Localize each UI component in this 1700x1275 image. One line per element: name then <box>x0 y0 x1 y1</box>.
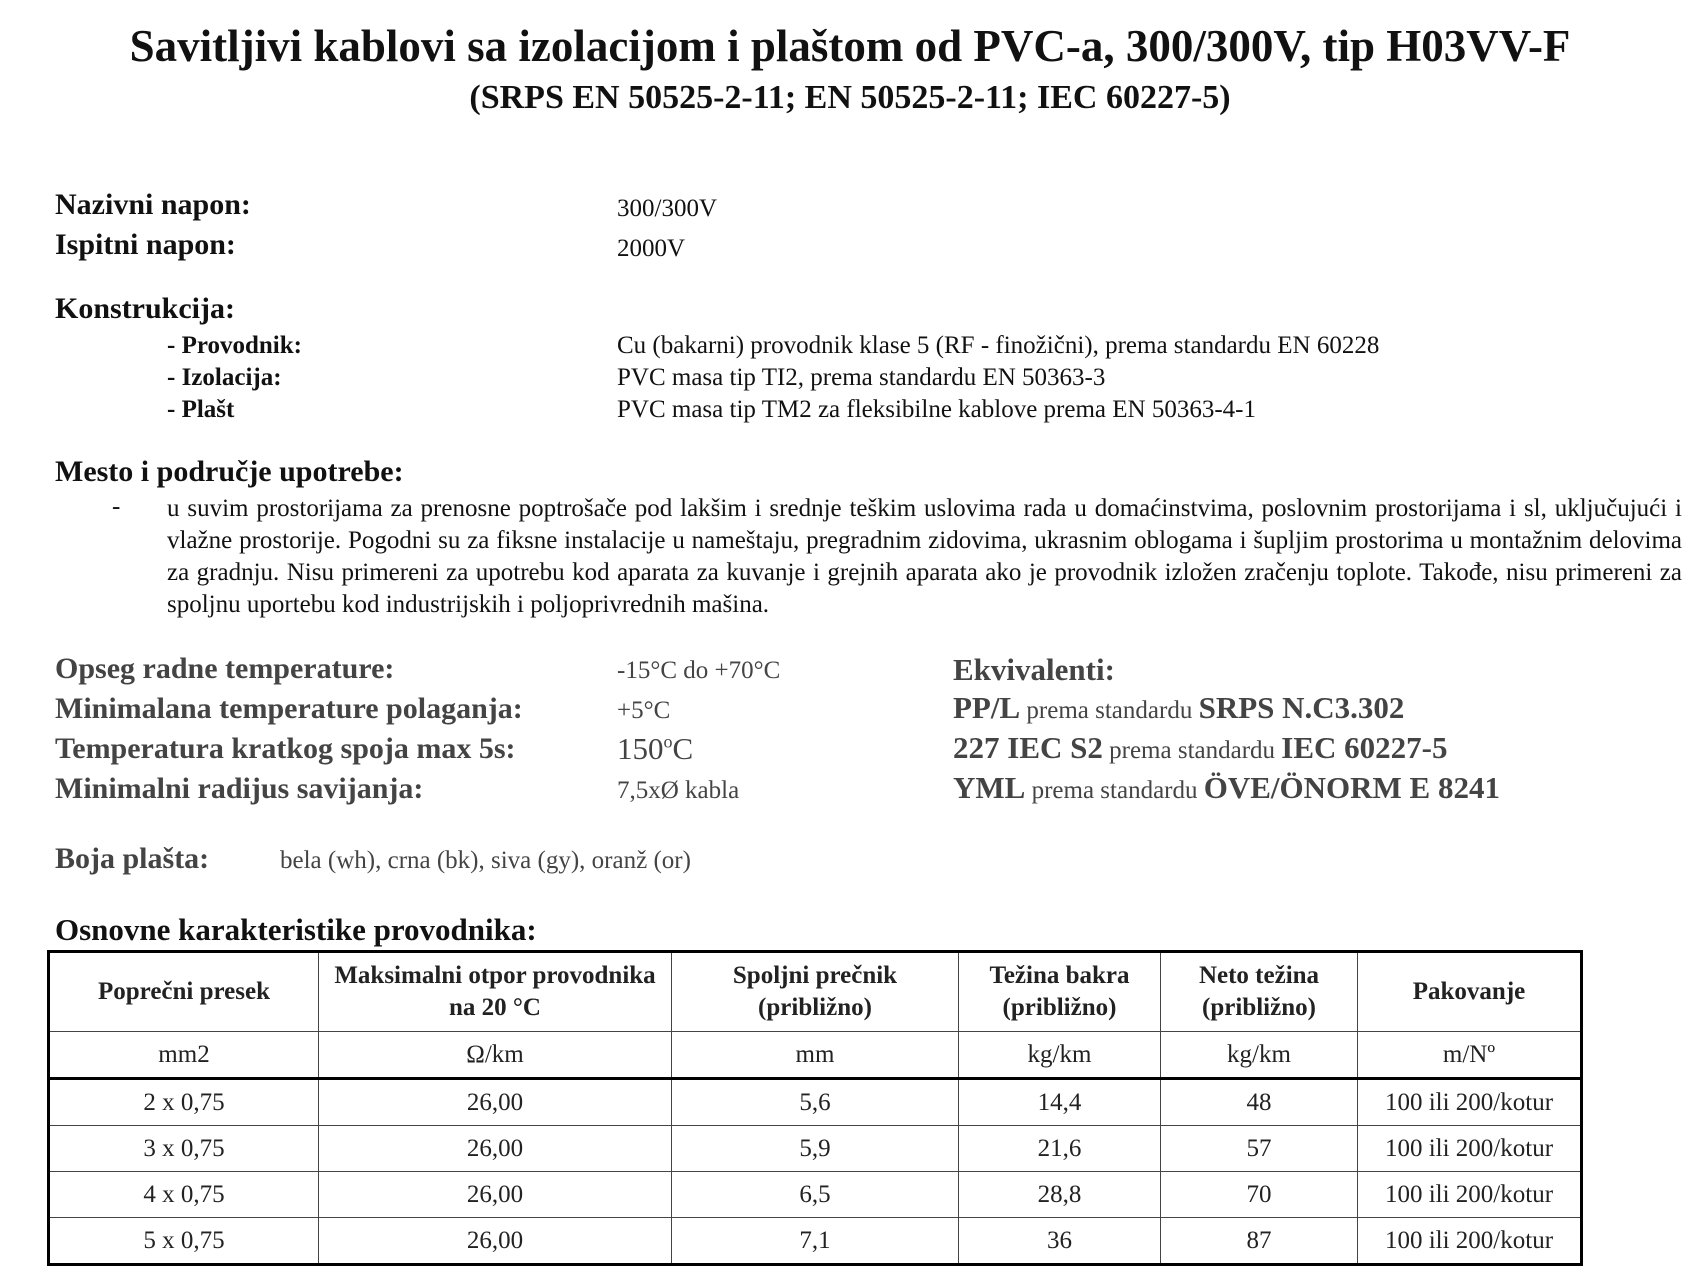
table-row <box>49 1172 1582 1218</box>
usage-bullet: - <box>112 493 121 520</box>
document-title: Savitljivi kablovi sa izolacijom i plaštom od PVC-a, 300/300V, tip H03VV-F <box>129 21 1571 71</box>
table-cell: 5,6 <box>672 1079 959 1126</box>
min-laying-temp-value: +5°C <box>617 697 671 724</box>
equivalent-standard: IEC 60227-5 <box>1281 730 1448 765</box>
table-cell: 100 ili 200/kotur <box>1358 1218 1582 1265</box>
column-header: Težina bakra (približno) <box>959 952 1161 1032</box>
equivalent-middle: prema standardu <box>1025 777 1204 804</box>
degree-symbol: o <box>663 731 673 752</box>
construction-sheath-label: - Plašt <box>167 396 235 423</box>
table-cell: 5,9 <box>672 1126 959 1172</box>
construction-conductor-value: Cu (bakarni) provodnik klase 5 (RF - finožični), prema standardu EN 60228 <box>617 332 1380 359</box>
table-cell: 4 x 0,75 <box>49 1172 319 1218</box>
sheath-color-label: Boja plašta: <box>55 842 210 875</box>
table-row <box>49 1218 1582 1265</box>
table-units-row <box>49 1032 1582 1079</box>
equivalent-type: YML <box>953 770 1026 805</box>
equivalent-standard: ÖVE/ÖNORM E 8241 <box>1203 770 1500 805</box>
table-cell: 100 ili 200/kotur <box>1358 1126 1582 1172</box>
column-header: Pakovanje <box>1358 952 1582 1032</box>
table-cell: 14,4 <box>959 1079 1161 1126</box>
table-row <box>49 1079 1582 1126</box>
short-circuit-temp-value <box>617 731 693 767</box>
table-cell: 5 x 0,75 <box>49 1218 319 1265</box>
column-header: Spoljni prečnik (približno) <box>672 952 959 1032</box>
equivalent-item <box>953 730 1447 766</box>
operating-temp-value: -15°C do +70°C <box>617 657 781 684</box>
construction-insulation-value: PVC masa tip TI2, prema standardu EN 50363-3 <box>617 364 1106 391</box>
equivalent-type: PP/L <box>953 690 1021 725</box>
table-row <box>49 1126 1582 1172</box>
short-circuit-temp-label: Temperatura kratkog spoja max 5s: <box>55 732 516 765</box>
equivalent-middle: prema standardu <box>1102 737 1282 764</box>
usage-heading: Mesto i područje upotrebe: <box>55 455 404 488</box>
column-unit: mm2 <box>49 1032 319 1079</box>
table-cell: 57 <box>1161 1126 1358 1172</box>
equivalent-item <box>953 770 1500 806</box>
table-cell: 26,00 <box>319 1126 672 1172</box>
nominal-voltage-value: 300/300V <box>617 195 717 222</box>
equivalent-standard: SRPS N.C3.302 <box>1198 690 1405 725</box>
table-cell: 26,00 <box>319 1218 672 1265</box>
column-header: Poprečni presek <box>49 952 319 1032</box>
column-unit: kg/km <box>1161 1032 1358 1079</box>
min-laying-temp-label: Minimalana temperature polaganja: <box>55 692 523 725</box>
operating-temp-label: Opseg radne temperature: <box>55 652 395 685</box>
min-bend-radius-label: Minimalni radijus savijanja: <box>55 772 424 805</box>
table-cell: 21,6 <box>959 1126 1161 1172</box>
equivalents-heading: Ekvivalenti: <box>953 652 1115 687</box>
table-cell: 7,1 <box>672 1218 959 1265</box>
table-cell: 70 <box>1161 1172 1358 1218</box>
conductor-characteristics-table <box>47 950 1583 1266</box>
table-cell: 26,00 <box>319 1079 672 1126</box>
nominal-voltage-label: Nazivni napon: <box>55 188 251 221</box>
column-unit: kg/km <box>959 1032 1161 1079</box>
table-cell: 3 x 0,75 <box>49 1126 319 1172</box>
construction-conductor-label: - Provodnik: <box>167 332 302 359</box>
construction-heading: Konstrukcija: <box>55 292 235 325</box>
table-cell: 100 ili 200/kotur <box>1358 1172 1582 1218</box>
min-bend-radius-value: 7,5xØ kabla <box>617 777 740 804</box>
table-cell: 2 x 0,75 <box>49 1079 319 1126</box>
equivalent-middle: prema standardu <box>1020 697 1199 724</box>
column-header: Neto težina (približno) <box>1161 952 1358 1032</box>
construction-insulation-label: - Izolacija: <box>167 364 282 391</box>
table-cell: 36 <box>959 1218 1161 1265</box>
table-cell: 87 <box>1161 1218 1358 1265</box>
equivalent-item <box>953 690 1404 726</box>
column-unit: Ω/km <box>319 1032 672 1079</box>
usage-text: u suvim prostorijama za prenosne poptrošače pod lakšim i srednje teškim uslovima rada u domaćinstvima, poslovnim prostorijama i sl, uključujući i vlažne prostorije. Pogodni su za fiksne instalacije u nameštaju, pregradnim zidovima, ukrasnim oblogama i šupljim prostorima u montažnim delovima za gradnju. Nisu primereni za upotrebu kod aparata za kuvanje i grejnih aparata ako je provodnik izložen zračenju toplote. Takođe, nisu primereni za spoljnu uportebu kod industrijskih i poljoprivrednih mašina. <box>167 495 1682 618</box>
table-cell: 26,00 <box>319 1172 672 1218</box>
table-cell: 6,5 <box>672 1172 959 1218</box>
construction-sheath-value: PVC masa tip TM2 za fleksibilne kablove prema EN 50363-4-1 <box>617 396 1256 423</box>
table-header-row <box>49 952 1582 1032</box>
table-cell: 100 ili 200/kotur <box>1358 1079 1582 1126</box>
table-heading: Osnovne karakteristike provodnika: <box>55 912 537 947</box>
test-voltage-value: 2000V <box>617 235 686 262</box>
short-circuit-temp-number: 150 <box>617 731 664 766</box>
test-voltage-label: Ispitni napon: <box>55 228 236 261</box>
table-cell: 28,8 <box>959 1172 1161 1218</box>
equivalent-type: 227 IEC S2 <box>953 730 1103 765</box>
column-unit: m/Nº <box>1358 1032 1582 1079</box>
column-unit: mm <box>672 1032 959 1079</box>
column-header: Maksimalni otpor provodnika na 20 °C <box>319 952 672 1032</box>
sheath-color-value: bela (wh), crna (bk), siva (gy), oranž (or) <box>280 847 691 874</box>
document-subtitle: (SRPS EN 50525-2-11; EN 50525-2-11; IEC 60227-5) <box>469 79 1231 116</box>
table-cell: 48 <box>1161 1079 1358 1126</box>
short-circuit-temp-unit: C <box>672 731 694 766</box>
